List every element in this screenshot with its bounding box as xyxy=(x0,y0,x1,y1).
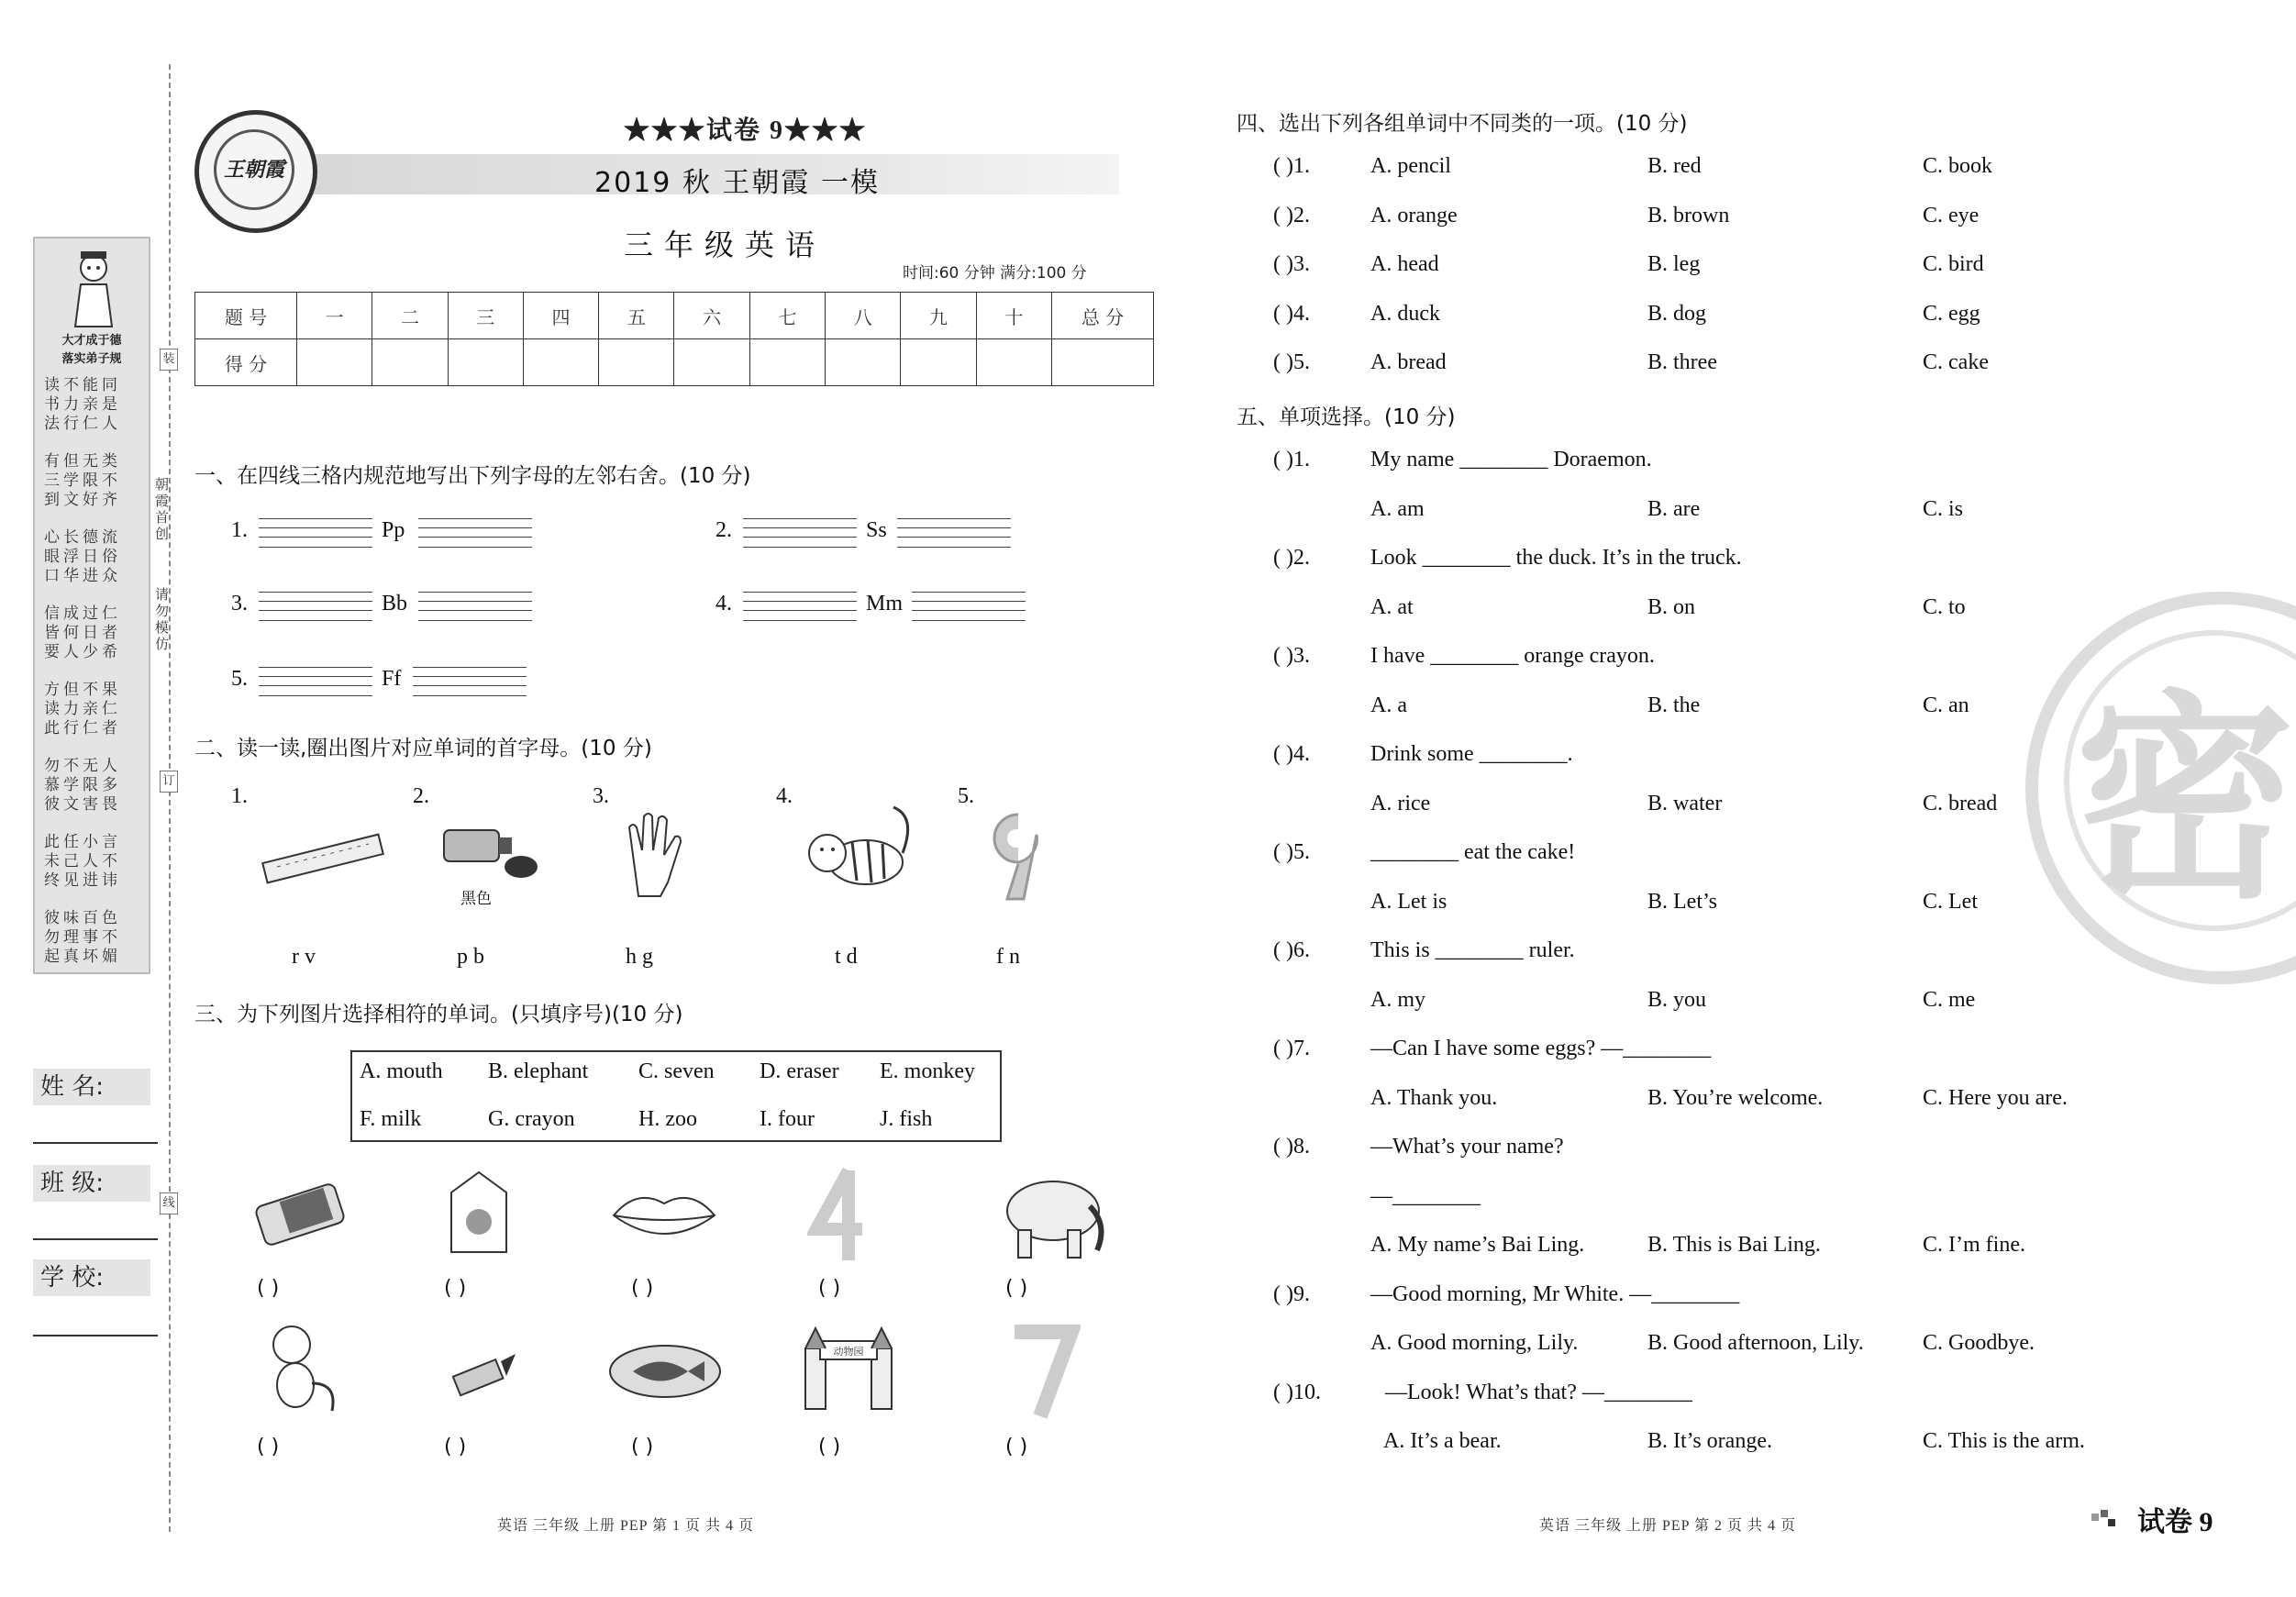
s4-q2-number[interactable]: ( )2. xyxy=(1273,203,1310,227)
s4-q1-option-b: B. red xyxy=(1647,154,1702,178)
s5-q8-stem-line2: —________ xyxy=(1370,1183,1481,1208)
s5-q10-number[interactable]: ( )10. xyxy=(1273,1380,1321,1404)
s5-q2-option-b[interactable]: B. on xyxy=(1647,594,1696,619)
s5-q4-option-b[interactable]: B. water xyxy=(1647,791,1723,815)
s4-q2-option-b: B. brown xyxy=(1647,203,1730,227)
s5-q6-stem: This is ________ ruler. xyxy=(1370,938,1575,962)
word-g-crayon: G. crayon xyxy=(488,1107,575,1131)
motto-line: 读不能同 xyxy=(44,376,121,394)
brand-logo xyxy=(194,110,317,233)
s5-q9-option-a[interactable]: A. Good morning, Lily. xyxy=(1370,1331,1579,1355)
s2-choices-4[interactable]: t d xyxy=(835,945,858,969)
s2-num-4: 4. xyxy=(776,784,793,808)
motto-group xyxy=(44,528,143,586)
corner-exam-label: 试卷 9 xyxy=(2137,1507,2213,1537)
score-value-cell[interactable] xyxy=(297,339,372,386)
class-label: 班 级: xyxy=(33,1165,150,1202)
s5-q5-option-b[interactable]: B. Let’s xyxy=(1647,889,1717,914)
motto-line: 读力亲仁 xyxy=(44,700,121,718)
s5-q4-option-a[interactable]: A. rice xyxy=(1370,791,1431,815)
s5-q7-stem: —Can I have some eggs? —________ xyxy=(1370,1037,1712,1060)
s3-answer-4[interactable]: ( ) xyxy=(818,1277,841,1300)
s1-letter-3: Bb xyxy=(382,592,408,616)
s1-ruled-5b[interactable] xyxy=(413,667,527,696)
s5-q2-stem: Look ________ the duck. It’s in the truck. xyxy=(1370,546,1742,570)
motto-line: 书力亲是 xyxy=(44,395,121,414)
s5-q6-option-b[interactable]: B. you xyxy=(1647,987,1707,1012)
s5-q4-stem: Drink some ________. xyxy=(1370,742,1573,766)
s5-q10-option-c[interactable]: C. This is the arm. xyxy=(1923,1429,2085,1453)
s4-q1-number[interactable]: ( )1. xyxy=(1273,154,1310,178)
score-header-cell: 八 xyxy=(826,293,901,339)
score-header-cell: 二 xyxy=(372,293,448,339)
score-value-cell[interactable] xyxy=(1052,339,1154,386)
motto-line: 方但不果 xyxy=(44,681,121,699)
s5-q7-number[interactable]: ( )7. xyxy=(1273,1037,1310,1060)
score-value-row xyxy=(195,339,1154,386)
s2-choices-5[interactable]: f n xyxy=(996,945,1020,969)
s1-ruled-3b[interactable] xyxy=(418,592,532,621)
word-i-four: I. four xyxy=(760,1107,815,1131)
s5-q6-option-a[interactable]: A. my xyxy=(1370,987,1425,1012)
score-header-cell: 题 号 xyxy=(195,293,297,339)
s5-q2-option-c[interactable]: C. to xyxy=(1923,594,1966,619)
motto-group xyxy=(44,909,143,967)
motto-line: 三学限不 xyxy=(44,471,121,490)
score-header-cell: 一 xyxy=(297,293,372,339)
s4-q1-option-c: C. book xyxy=(1923,154,1993,178)
s5-q4-number[interactable]: ( )4. xyxy=(1273,742,1310,766)
s5-q1-option-a[interactable]: A. am xyxy=(1370,496,1425,521)
fish-on-plate-icon xyxy=(605,1339,725,1403)
motto-line: 法行仁人 xyxy=(44,415,121,433)
s3-answer-1[interactable]: ( ) xyxy=(257,1277,280,1300)
binding-mark-1: 装 xyxy=(160,349,178,371)
s2-num-3: 3. xyxy=(593,784,609,808)
s2-choices-1[interactable]: r v xyxy=(292,945,316,969)
motto-line: 起真坏媚 xyxy=(44,948,121,966)
motto-line: 到文好齐 xyxy=(44,491,121,509)
s4-q5-option-b: B. three xyxy=(1647,350,1717,374)
section3-title: 三、为下列图片选择相符的单词。(只填序号)(10 分) xyxy=(194,1003,683,1026)
section5-title: 五、单项选择。(10 分) xyxy=(1237,405,1456,429)
word-d-eraser: D. eraser xyxy=(760,1059,839,1083)
s3-answer-5[interactable]: ( ) xyxy=(1005,1277,1028,1300)
s5-q8-option-b[interactable]: B. This is Bai Ling. xyxy=(1647,1233,1821,1257)
s2-choices-3[interactable]: h g xyxy=(626,945,653,969)
school-field[interactable] xyxy=(33,1335,158,1336)
s2-num-2: 2. xyxy=(413,784,429,808)
s4-q3-number[interactable]: ( )3. xyxy=(1273,252,1310,276)
s5-q1-number[interactable]: ( )1. xyxy=(1273,448,1310,471)
crayon-icon xyxy=(448,1348,521,1403)
score-value-cell[interactable] xyxy=(599,339,674,386)
motto-line: 要人少希 xyxy=(44,643,121,661)
motto-line: 信成过仁 xyxy=(44,604,121,623)
word-b-elephant: B. elephant xyxy=(488,1059,589,1083)
motto-line: 终见进讳 xyxy=(44,871,121,890)
s5-q10-stem: —Look! What’s that? —________ xyxy=(1385,1380,1692,1404)
s2-choices-2[interactable]: p b xyxy=(457,945,484,969)
confidential-seal-watermark xyxy=(2025,592,2296,984)
word-f-milk: F. milk xyxy=(360,1107,422,1131)
s5-q3-stem: I have ________ orange crayon. xyxy=(1370,644,1655,668)
motto-panel xyxy=(33,237,150,974)
s1-ruled-3a[interactable] xyxy=(259,592,372,621)
s1-letter-5: Ff xyxy=(382,667,402,691)
s1-num-2: 2. xyxy=(715,518,732,542)
word-a-mouth: A. mouth xyxy=(360,1059,443,1083)
s5-q3-option-b[interactable]: B. the xyxy=(1647,693,1701,717)
s5-q9-number[interactable]: ( )9. xyxy=(1273,1281,1310,1306)
s5-q8-number[interactable]: ( )8. xyxy=(1273,1135,1310,1159)
s5-q9-option-c[interactable]: C. Goodbye. xyxy=(1923,1331,2035,1355)
s4-q1-option-a: A. pencil xyxy=(1370,154,1451,178)
s5-q5-stem: ________ eat the cake! xyxy=(1370,840,1576,864)
school-label: 学 校: xyxy=(33,1259,150,1296)
motto-line: 此行仁者 xyxy=(44,719,121,738)
binding-mark-3: 线 xyxy=(160,1192,178,1214)
ruler-icon xyxy=(259,830,387,885)
milk-carton-icon xyxy=(442,1165,516,1257)
motto-title-2: 落实弟子规 xyxy=(61,352,122,366)
s4-q4-option-b: B. dog xyxy=(1647,301,1707,326)
s5-q2-option-a[interactable]: A. at xyxy=(1370,594,1414,619)
word-j-fish: J. fish xyxy=(880,1107,933,1131)
s3-answer-3[interactable]: ( ) xyxy=(631,1277,654,1300)
score-value-cell[interactable] xyxy=(826,339,901,386)
motto-line: 彼文害畏 xyxy=(44,795,121,814)
score-header-cell: 九 xyxy=(901,293,976,339)
motto-line: 皆何日者 xyxy=(44,624,121,642)
s4-q2-option-a: A. orange xyxy=(1370,203,1458,227)
monkey-icon xyxy=(259,1319,341,1420)
s5-q6-number[interactable]: ( )6. xyxy=(1273,938,1310,962)
s1-letter-4: Mm xyxy=(866,592,904,616)
corner-decoration-icon xyxy=(2091,1506,2117,1528)
number-seven-icon xyxy=(1007,1321,1081,1422)
s5-q3-option-a[interactable]: A. a xyxy=(1370,693,1407,717)
s1-ruled-4b[interactable] xyxy=(912,592,1026,621)
s4-q5-option-c: C. cake xyxy=(1923,350,1989,374)
s4-q3-option-c: C. bird xyxy=(1923,252,1984,276)
s1-num-1: 1. xyxy=(231,518,248,542)
word-c-seven: C. seven xyxy=(638,1059,715,1083)
s5-q1-option-c[interactable]: C. is xyxy=(1923,496,1964,521)
s5-q7-option-a[interactable]: A. Thank you. xyxy=(1370,1085,1498,1110)
s3-answer-8[interactable]: ( ) xyxy=(631,1436,654,1458)
section4-title: 四、选出下列各组单词中不同类的一项。(10 分) xyxy=(1237,112,1688,136)
motto-line: 勿理事不 xyxy=(44,928,121,947)
s3-answer-7[interactable]: ( ) xyxy=(444,1436,467,1458)
side-note-original: 朝霞首创 xyxy=(153,477,170,543)
s5-q10-option-a[interactable]: A. It’s a bear. xyxy=(1383,1429,1502,1453)
score-header-cell: 七 xyxy=(749,293,825,339)
s5-q1-stem: My name ________ Doraemon. xyxy=(1370,448,1652,471)
s5-q8-option-c[interactable]: C. I’m fine. xyxy=(1923,1233,2025,1257)
time-info: 时间:60 分钟 满分:100 分 xyxy=(903,264,1087,283)
s5-q7-option-b[interactable]: B. You’re welcome. xyxy=(1647,1085,1824,1110)
s5-q8-stem: —What’s your name? xyxy=(1370,1135,1564,1159)
tiger-icon xyxy=(802,798,912,908)
elephant-icon xyxy=(989,1170,1108,1261)
motto-line: 彼味百色 xyxy=(44,909,121,927)
s1-letter-1: Pp xyxy=(382,518,405,542)
mouth-icon xyxy=(609,1183,719,1248)
word-e-monkey: E. monkey xyxy=(880,1059,975,1083)
s2-num-1: 1. xyxy=(231,784,248,808)
name-label: 姓 名: xyxy=(33,1069,150,1105)
s5-q5-number[interactable]: ( )5. xyxy=(1273,840,1310,864)
s3-answer-10[interactable]: ( ) xyxy=(1005,1436,1028,1458)
score-value-cell[interactable] xyxy=(372,339,448,386)
s1-ruled-4a[interactable] xyxy=(743,592,857,621)
score-header-cell: 六 xyxy=(674,293,749,339)
motto-line: 有但无类 xyxy=(44,452,121,471)
number-four-icon xyxy=(807,1165,881,1266)
s4-q5-option-a: A. bread xyxy=(1370,350,1447,374)
score-value-cell[interactable] xyxy=(523,339,598,386)
s5-q9-option-b[interactable]: B. Good afternoon, Lily. xyxy=(1647,1331,1864,1355)
motto-group xyxy=(44,452,143,510)
zoo-gate-icon xyxy=(798,1321,899,1413)
binding-mark-2: 订 xyxy=(160,771,178,793)
s5-q3-number[interactable]: ( )3. xyxy=(1273,644,1310,668)
section2-title: 二、读一读,圈出图片对应单词的首字母。(10 分) xyxy=(194,737,652,760)
s4-q3-option-b: B. leg xyxy=(1647,252,1701,276)
s2-caption-2: 黑色 xyxy=(460,890,492,908)
score-value-cell[interactable] xyxy=(448,339,523,386)
exam-number: ★★★试卷 9★★★ xyxy=(624,116,868,145)
score-header-cell: 十 xyxy=(976,293,1051,339)
footer-page1: 英语 三年级 上册 PEP 第 1 页 共 4 页 xyxy=(497,1518,754,1534)
motto-grid xyxy=(44,376,143,985)
subject-title: 三年级英语 xyxy=(624,227,826,262)
footer-page2: 英语 三年级 上册 PEP 第 2 页 共 4 页 xyxy=(1539,1518,1796,1534)
motto-line: 眼浮日俗 xyxy=(44,548,121,566)
s2-num-5: 5. xyxy=(958,784,974,808)
motto-line: 勿不无人 xyxy=(44,757,121,775)
score-value-cell: 得 分 xyxy=(195,339,297,386)
motto-line: 未己人不 xyxy=(44,852,121,871)
s1-letter-2: Ss xyxy=(866,518,887,542)
motto-line: 心长德流 xyxy=(44,528,121,547)
eraser-icon xyxy=(250,1172,350,1255)
s4-q4-option-c: C. egg xyxy=(1923,301,1980,326)
scholar-figure-icon xyxy=(66,246,121,328)
number-nine-icon xyxy=(982,807,1055,908)
s5-q5-option-c[interactable]: C. Let xyxy=(1923,889,1978,914)
s5-q10-option-b[interactable]: B. It’s orange. xyxy=(1647,1429,1772,1453)
s5-q6-option-c[interactable]: C. me xyxy=(1923,987,1976,1012)
motto-group xyxy=(44,376,143,434)
s4-q2-option-c: C. eye xyxy=(1923,203,1980,227)
s5-q9-stem: —Good morning, Mr White. —________ xyxy=(1370,1281,1740,1306)
s5-q4-option-c[interactable]: C. bread xyxy=(1923,791,1998,815)
score-header-cell: 总 分 xyxy=(1052,293,1154,339)
score-value-cell[interactable] xyxy=(674,339,749,386)
s4-q4-option-a: A. duck xyxy=(1370,301,1440,326)
s1-num-3: 3. xyxy=(231,592,248,616)
score-header-cell: 四 xyxy=(523,293,598,339)
score-header-cell: 五 xyxy=(599,293,674,339)
s5-q8-option-a[interactable]: A. My name’s Bai Ling. xyxy=(1370,1233,1585,1257)
seal-character: 密 xyxy=(2075,671,2296,928)
section1-title: 一、在四线三格内规范地写出下列字母的左邻右舍。(10 分) xyxy=(194,464,751,488)
motto-group xyxy=(44,604,143,662)
s5-q1-option-b[interactable]: B. are xyxy=(1647,496,1701,521)
class-field[interactable] xyxy=(33,1238,158,1240)
score-header-row xyxy=(195,293,1154,339)
s3-answer-9[interactable]: ( ) xyxy=(818,1436,841,1458)
motto-group xyxy=(44,833,143,891)
motto-title-1: 大才成于德 xyxy=(61,334,122,348)
s1-ruled-1a[interactable] xyxy=(259,518,372,548)
s1-ruled-5a[interactable] xyxy=(259,667,372,696)
name-field[interactable] xyxy=(33,1142,158,1144)
paint-tube-icon xyxy=(438,821,539,885)
word-bank xyxy=(350,1050,1002,1142)
side-note-no-copy: 请勿模仿 xyxy=(153,587,170,653)
score-value-cell[interactable] xyxy=(749,339,825,386)
logo-text: 王朝霞 xyxy=(214,129,294,210)
motto-line: 慕学限多 xyxy=(44,776,121,794)
s1-ruled-2b[interactable] xyxy=(897,518,1011,548)
s5-q7-option-c[interactable]: C. Here you are. xyxy=(1923,1085,2068,1110)
score-value-cell[interactable] xyxy=(901,339,976,386)
s4-q5-number[interactable]: ( )5. xyxy=(1273,350,1310,374)
word-h-zoo: H. zoo xyxy=(638,1107,697,1131)
s5-q5-option-a[interactable]: A. Let is xyxy=(1370,889,1447,914)
zoo-sign-text: 动物园 xyxy=(833,1346,864,1358)
motto-line: 此任小言 xyxy=(44,833,121,851)
s5-q3-option-c[interactable]: C. an xyxy=(1923,693,1969,717)
score-value-cell[interactable] xyxy=(976,339,1051,386)
exam-title: 2019 秋 王朝霞 一模 xyxy=(594,167,880,199)
score-header-cell: 三 xyxy=(448,293,523,339)
hand-icon xyxy=(620,809,693,901)
s3-answer-6[interactable]: ( ) xyxy=(257,1436,280,1458)
s1-ruled-2a[interactable] xyxy=(743,518,857,548)
motto-line: 口华进众 xyxy=(44,567,121,585)
s3-answer-2[interactable]: ( ) xyxy=(444,1277,467,1300)
s4-q4-number[interactable]: ( )4. xyxy=(1273,301,1310,326)
s5-q2-number[interactable]: ( )2. xyxy=(1273,546,1310,570)
s4-q3-option-a: A. head xyxy=(1370,252,1439,276)
s1-ruled-1b[interactable] xyxy=(418,518,532,548)
motto-group xyxy=(44,681,143,738)
motto-group xyxy=(44,757,143,815)
s1-num-5: 5. xyxy=(231,667,248,691)
score-table xyxy=(194,292,1154,386)
s1-num-4: 4. xyxy=(715,592,732,616)
binding-dashed-line xyxy=(169,64,171,1532)
